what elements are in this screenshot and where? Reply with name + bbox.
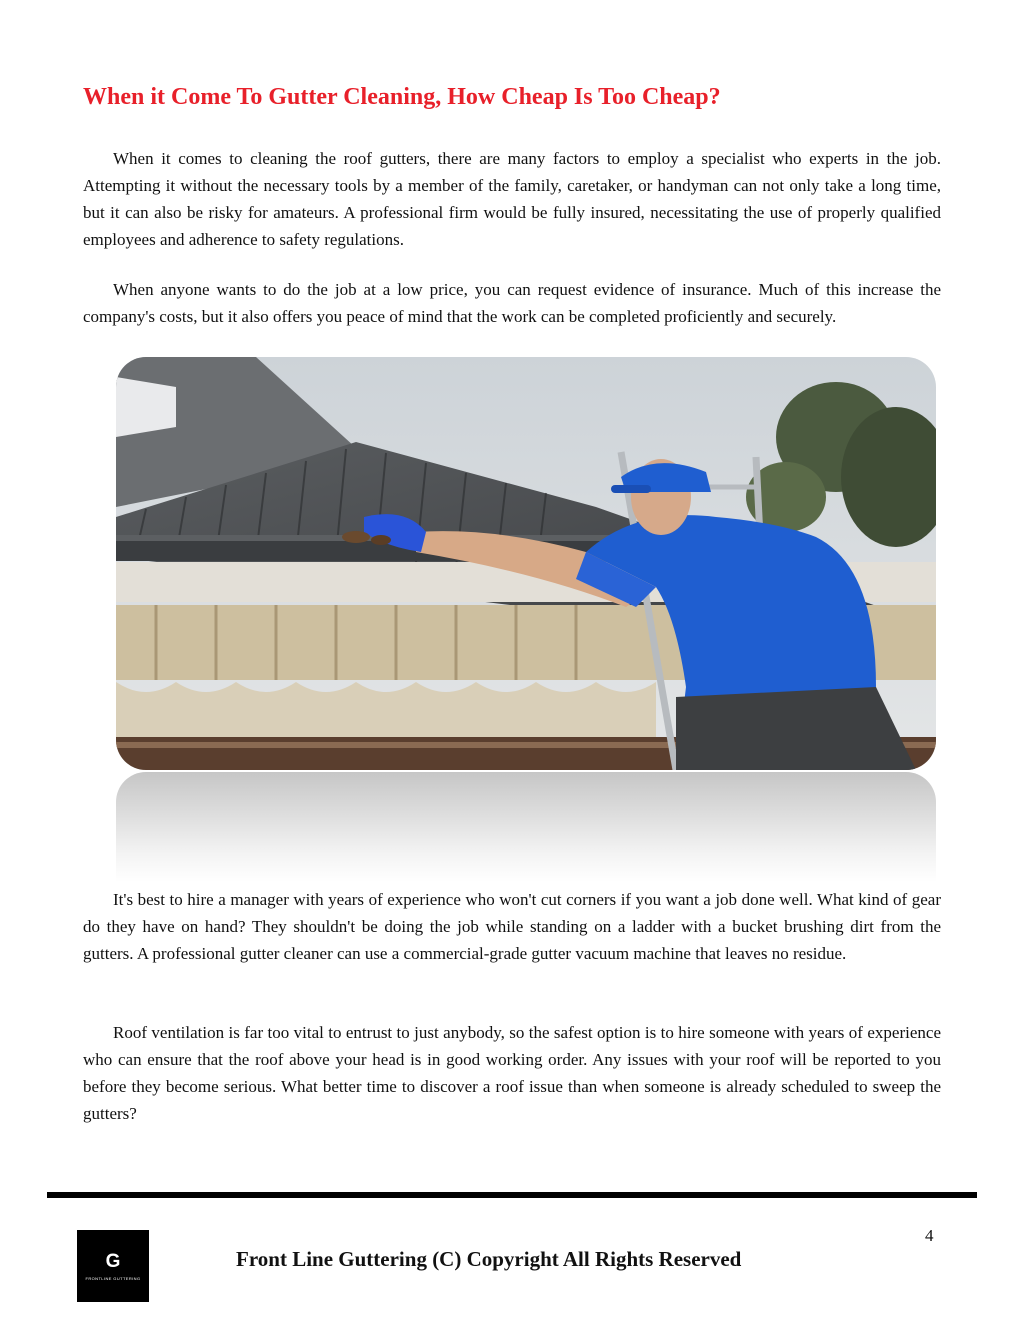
page-heading: When it Come To Gutter Cleaning, How Cheap Is Too Cheap?	[83, 84, 721, 110]
photo-reflection	[116, 772, 936, 882]
paragraph-insurance: When anyone wants to do the job at a low price, you can request evidence of insurance. Much of this increase the company's costs, but it also offers you peace of mind that the work can be completed proficiently and securely.	[83, 280, 941, 326]
logo-text: FRONTLINE GUTTERING	[85, 1275, 141, 1281]
page-number: 4	[925, 1226, 934, 1245]
paragraph-ventilation: Roof ventilation is far too vital to entrust to just anybody, so the safest option is to hire someone with years of experience who can ensure that the roof above your head is in good working order. Any issues with your roof will be reported to you before they become serious. What better time to discover a roof issue than when someone is already scheduled to sweep the gutters?	[83, 1023, 941, 1123]
logo-mark: G	[105, 1250, 121, 1272]
footer-divider	[47, 1192, 977, 1198]
paragraph-intro: When it comes to cleaning the roof gutters, there are many factors to employ a specialist who experts in the job. Attempting it without the necessary tools by a member of the family, caretaker, or handyman can not only take a long time, but it can also be risky for amateurs. A professional firm would be fully insured, necessitating the use of properly qualified employees and adherence to safety regulations.	[83, 149, 941, 249]
gutter-cleaning-photo	[116, 357, 936, 770]
company-logo	[77, 1230, 149, 1302]
footer-copyright: Front Line Guttering (C) Copyright All Rights Reserved	[236, 1247, 742, 1271]
paragraph-experience: It's best to hire a manager with years of experience who won't cut corners if you want a job done well. What kind of gear do they have on hand? They shouldn't be doing the job while standing on a ladder with a bucket brushing dirt from the gutters. A professional gutter cleaner can use a commercial-grade gutter vacuum machine that leaves no residue.	[83, 890, 941, 963]
